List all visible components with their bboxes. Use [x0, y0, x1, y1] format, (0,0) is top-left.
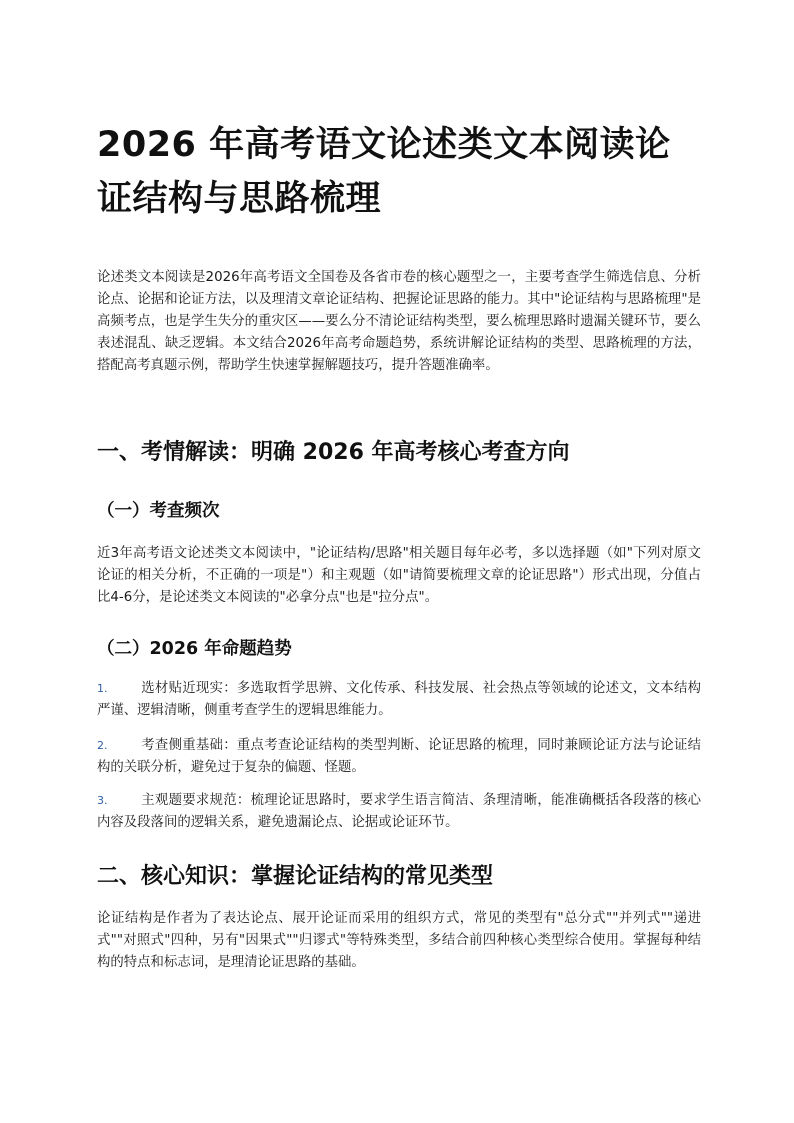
list-item: [97, 735, 701, 779]
list-item-number: 1.: [97, 682, 108, 695]
section-1-heading: 一、考情解读：明确 2026 年高考核心考查方向: [97, 440, 570, 465]
list-item-text: 主观题要求规范：梳理论证思路时，要求学生语言简洁、条理清晰，能准确概括各段落的核心内容及段落间的逻辑关系，避免遗漏论点、论据或论证环节。: [97, 793, 701, 830]
list-item: [97, 790, 701, 834]
section-1-sub-1-paragraph: 近3年高考语文论述类文本阅读中，"论证结构/思路"相关题目每年必考，多以选择题（如"下列对原文论证的相关分析，不正确的一项是"）和主观题（如"请简要梳理文章的论证思路"）形式出现，分值占比4-6分，是论述类文本阅读的"必拿分点"也是"拉分点"。: [97, 546, 701, 605]
list-item-text: 选材贴近现实：多选取哲学思辨、文化传承、科技发展、社会热点等领域的论述文，文本结构严谨、逻辑清晰，侧重考查学生的逻辑思维能力。: [97, 681, 701, 718]
section-1-sub-1-heading: （一）考查频次: [97, 501, 220, 521]
section-2-heading: 二、核心知识：掌握论证结构的常见类型: [97, 864, 494, 889]
list-item-text: 考查侧重基础：重点考查论证结构的类型判断、论证思路的梳理，同时兼顾论证方法与论证结构的关联分析，避免过于复杂的偏题、怪题。: [97, 738, 701, 775]
list-item: [97, 678, 701, 722]
section-2-paragraph: 论证结构是作者为了表达论点、展开论证而采用的组织方式，常见的类型有"总分式""并列式""递进式""对照式"四种，另有"因果式""归谬式"等特殊类型，多结合前四种核心类型综合使用。掌握每种结构的特点和标志词，是理清论证思路的基础。: [97, 911, 701, 970]
intro-paragraph: 论述类文本阅读是2026年高考语文全国卷及各省市卷的核心题型之一，主要考查学生筛选信息、分析论点、论据和论证方法，以及理清文章论证结构、把握论证思路的能力。其中"论证结构与思路梳理"是高频考点，也是学生失分的重灾区——要么分不清论证结构类型，要么梳理思路时遗漏关键环节，要么表述混乱、缺乏逻辑。本文结合2026年高考命题趋势，系统讲解论证结构的类型、思路梳理的方法，搭配高考真题示例，帮助学生快速掌握解题技巧，提升答题准确率。: [97, 270, 701, 373]
section-1-sub-2-heading: （二）2026 年命题趋势: [97, 639, 292, 659]
list-item-number: 3.: [97, 794, 108, 807]
list-item-number: 2.: [97, 739, 108, 752]
document-title: 2026 年高考语文论述类文本阅读论证结构与思路梳理: [97, 125, 671, 219]
